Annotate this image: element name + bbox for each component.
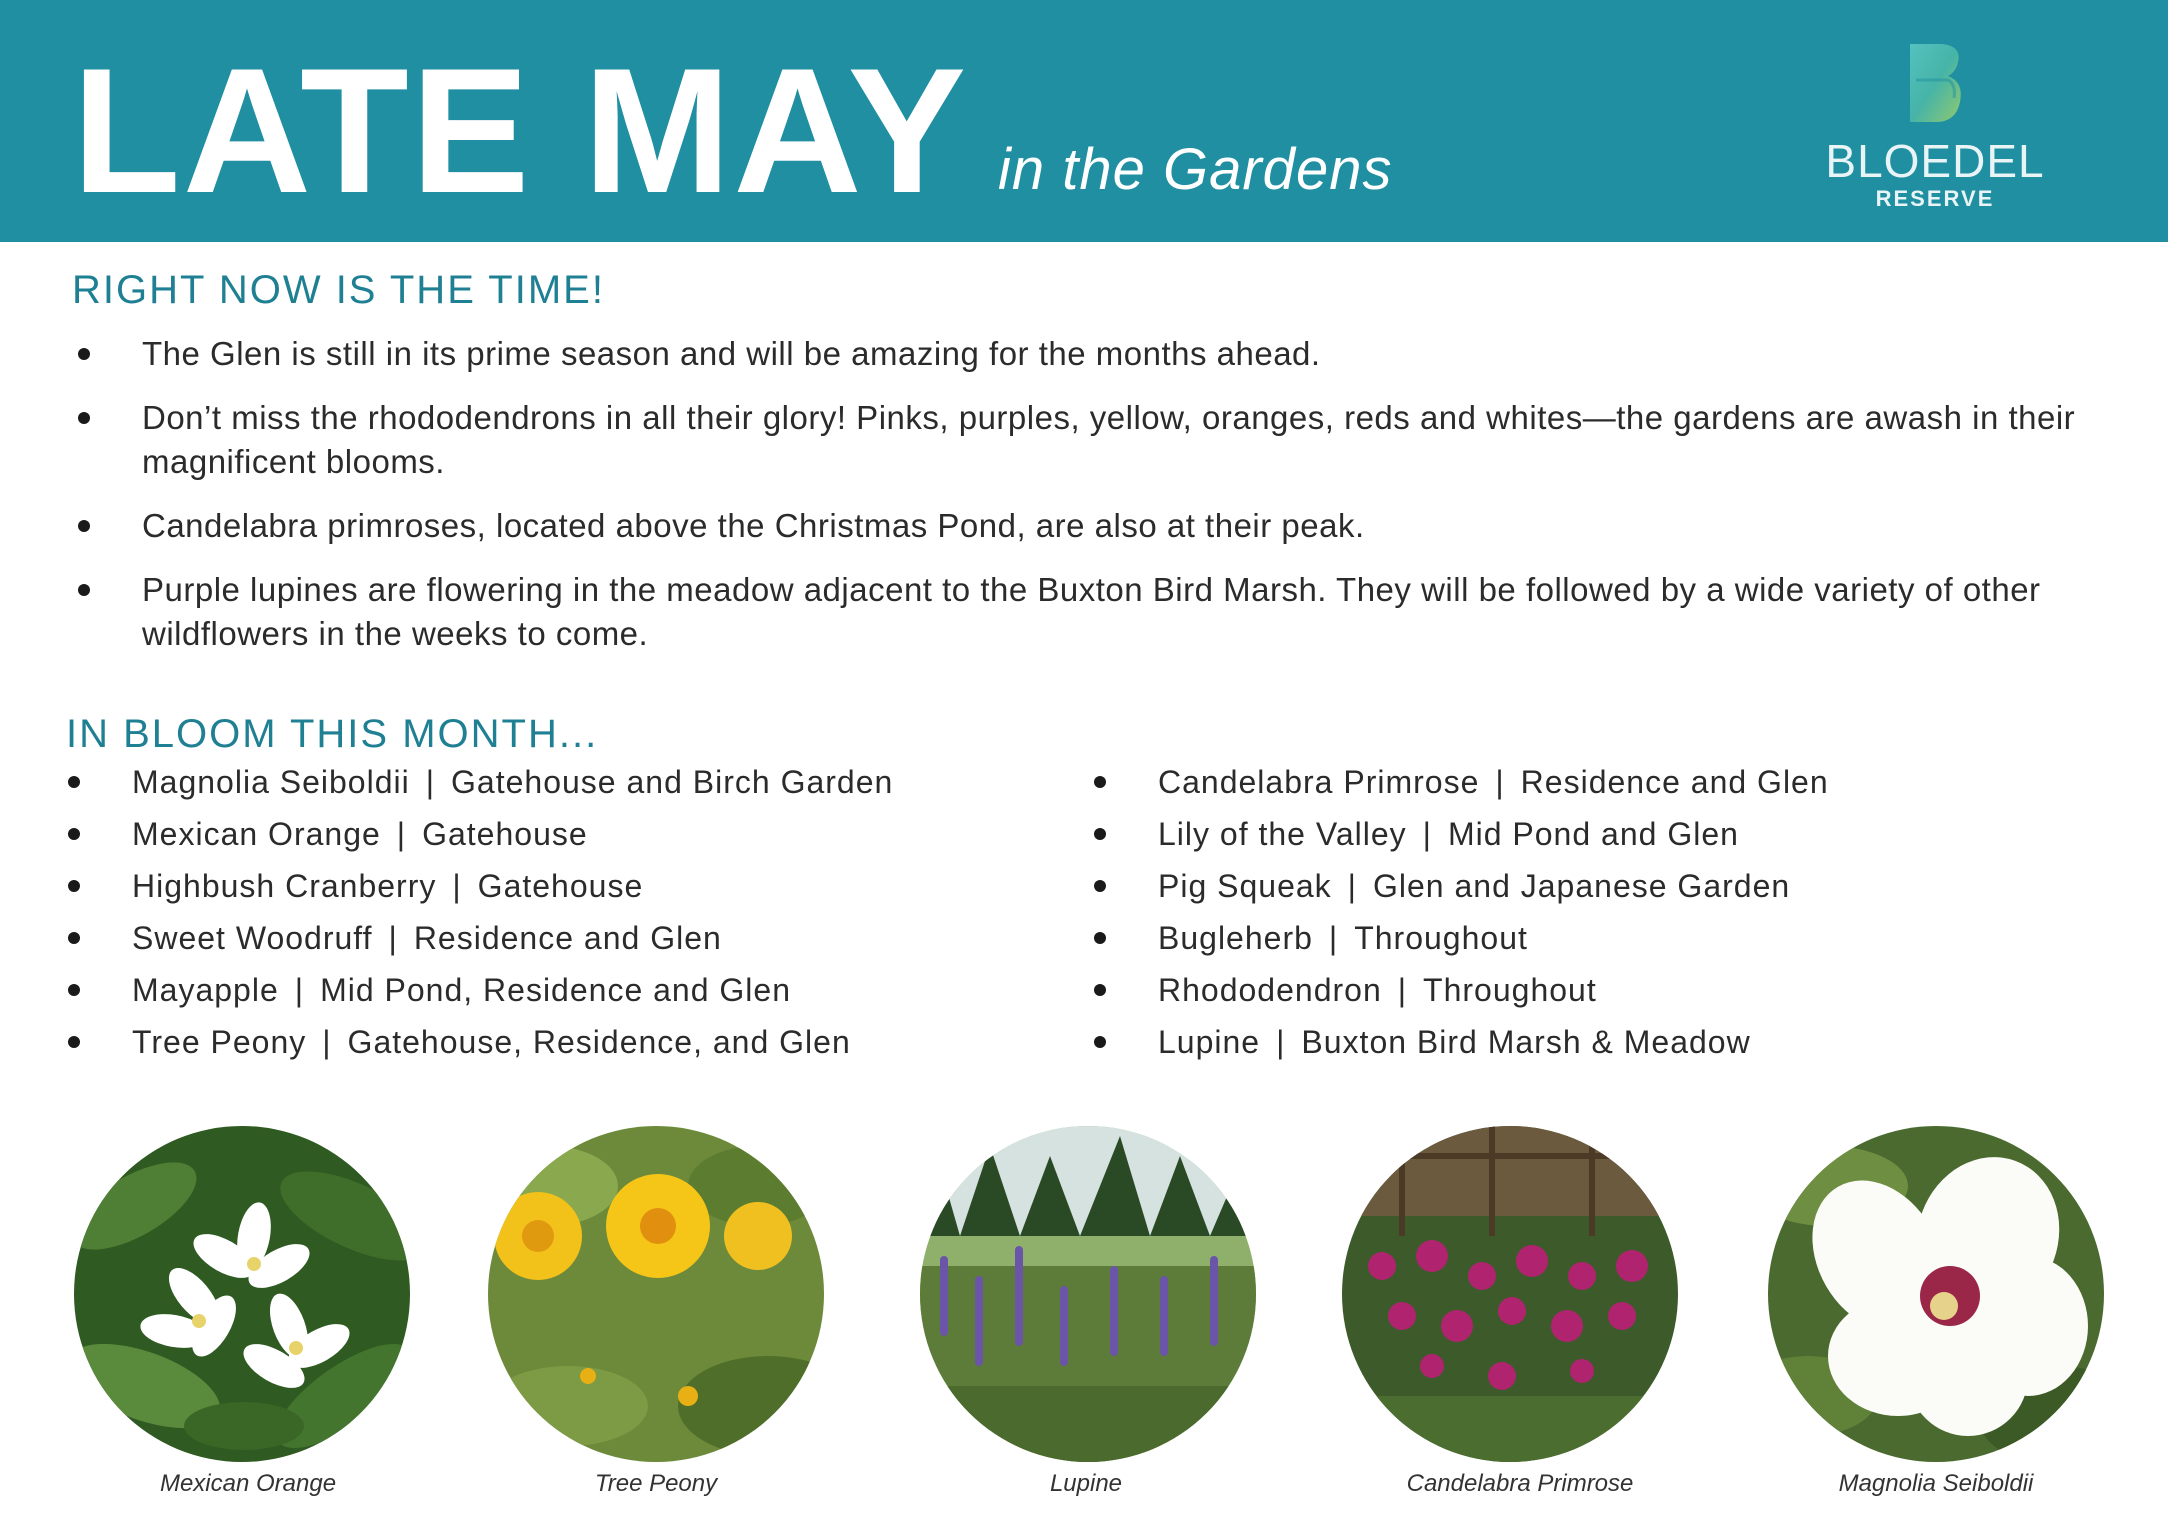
plant-name: Mexican Orange: [132, 816, 381, 852]
separator: |: [1495, 764, 1505, 800]
logo-name: BLOEDEL: [1825, 135, 2045, 187]
bullet-icon: [68, 932, 80, 944]
photo-tree-peony: [488, 1126, 824, 1462]
bloom-item: [68, 814, 893, 866]
plant-name: Mayapple: [132, 972, 279, 1008]
bullet-icon: [1094, 776, 1106, 788]
separator: |: [1276, 1024, 1286, 1060]
bullet-icon: [68, 1036, 80, 1048]
bloom-item: [1094, 866, 1829, 918]
list-item-text: The Glen is still in its prime season and will be amazing for the months ahead.: [142, 335, 1321, 372]
plant-location: Gatehouse and Birch Garden: [451, 764, 894, 800]
logo-mark-icon: [1908, 42, 1964, 124]
plant-location: Mid Pond and Glen: [1447, 816, 1739, 852]
list-item-text: Don’t miss the rhododendrons in all their glory! Pinks, purples, yellow, oranges, reds and whites—the gardens are awash in their magnificent blooms.: [142, 399, 2076, 480]
photo-caption: Candelabra Primrose: [1406, 1470, 1634, 1497]
mexican-orange-flower-icon: [74, 1126, 410, 1462]
plant-name: Bugleherb: [1158, 920, 1313, 956]
photo-caption: Magnolia Seiboldii: [1838, 1470, 2034, 1497]
separator: |: [1397, 972, 1408, 1008]
bullet-icon: [78, 520, 90, 532]
plant-name: Sweet Woodruff: [132, 920, 373, 956]
plant-location: Throughout: [1354, 920, 1528, 956]
photo-magnolia-seiboldii: [1768, 1126, 2104, 1462]
bullet-icon: [1094, 1036, 1106, 1048]
plant-location: Gatehouse, Residence, and Glen: [347, 1024, 851, 1060]
photo-mexican-orange: [74, 1126, 410, 1462]
bullet-icon: [1094, 984, 1106, 996]
bloom-item: [68, 918, 893, 970]
bloedel-logo: [1810, 38, 2060, 218]
bullet-icon: [68, 880, 80, 892]
bloom-item: [68, 1022, 893, 1074]
list-item-text: Candelabra primroses, located above the Christmas Pond, are also at their peak.: [142, 507, 1365, 544]
plant-location: Gatehouse: [477, 868, 644, 904]
bullet-icon: [78, 348, 90, 360]
bullet-icon: [68, 984, 80, 996]
photo-caption: Mexican Orange: [159, 1470, 337, 1497]
page-subtitle: in the Gardens: [998, 137, 1393, 202]
bullet-icon: [1094, 828, 1106, 840]
bullet-icon: [68, 828, 80, 840]
plant-name: Tree Peony: [132, 1024, 307, 1060]
list-item: [70, 568, 2100, 656]
separator: |: [294, 972, 305, 1008]
logo-subtitle: RESERVE: [1875, 186, 1995, 211]
plant-location: Glen and Japanese Garden: [1372, 868, 1791, 904]
plant-name: Lupine: [1158, 1024, 1261, 1060]
separator: |: [388, 920, 398, 956]
photo-candelabra-primrose: [1342, 1126, 1678, 1462]
plant-location: Throughout: [1423, 972, 1597, 1008]
candelabra-primrose-flower-icon: [1342, 1126, 1678, 1462]
bloom-item: [1094, 1022, 1829, 1074]
bloom-item: [68, 970, 893, 1022]
separator: |: [1328, 920, 1339, 956]
plant-location: Gatehouse: [422, 816, 588, 852]
separator: |: [1422, 816, 1432, 852]
in-bloom-heading: IN BLOOM THIS MONTH...: [66, 712, 599, 756]
bullet-icon: [1094, 880, 1106, 892]
bloom-item: [1094, 762, 1829, 814]
page-title: LATE MAY: [72, 31, 969, 230]
plant-location: Buxton Bird Marsh & Meadow: [1301, 1024, 1751, 1060]
header-banner: [0, 0, 2168, 242]
plant-location: Residence and Glen: [1520, 764, 1829, 800]
photo-caption: Lupine: [1049, 1470, 1123, 1497]
bloom-list-right: [1094, 762, 1829, 1074]
bullet-icon: [78, 584, 90, 596]
list-item: [70, 504, 2100, 548]
bullet-icon: [68, 776, 80, 788]
plant-name: Highbush Cranberry: [132, 868, 437, 904]
plant-location: Residence and Glen: [413, 920, 722, 956]
lupine-meadow-icon: [920, 1126, 1256, 1462]
list-item: [70, 332, 2100, 376]
photo-caption: Tree Peony: [594, 1470, 718, 1497]
plant-name: Rhododendron: [1158, 972, 1382, 1008]
bullet-icon: [78, 412, 90, 424]
magnolia-flower-icon: [1768, 1126, 2104, 1462]
separator: |: [322, 1024, 332, 1060]
bloom-item: [68, 762, 893, 814]
bloom-list-left: [68, 762, 893, 1074]
bullet-icon: [1094, 932, 1106, 944]
tree-peony-flower-icon: [488, 1126, 824, 1462]
separator: |: [1347, 868, 1357, 904]
separator: |: [452, 868, 462, 904]
plant-name: Magnolia Seiboldii: [132, 764, 410, 800]
photo-lupine: [920, 1126, 1256, 1462]
plant-location: Mid Pond, Residence and Glen: [320, 972, 791, 1008]
separator: |: [425, 764, 436, 800]
list-item-text: Purple lupines are flowering in the meadow adjacent to the Buxton Bird Marsh. They will be followed by a wide variety of other wildflowers in the weeks to come.: [142, 571, 2041, 652]
bloom-item: [1094, 814, 1829, 866]
bloom-item: [68, 866, 893, 918]
plant-name: Lily of the Valley: [1158, 816, 1407, 852]
plant-name: Candelabra Primrose: [1158, 764, 1480, 800]
bloom-item: [1094, 970, 1829, 1022]
list-item: [70, 396, 2100, 484]
separator: |: [396, 816, 407, 852]
plant-name: Pig Squeak: [1158, 868, 1332, 904]
bloom-item: [1094, 918, 1829, 970]
right-now-list: [70, 332, 2100, 676]
right-now-heading: RIGHT NOW IS THE TIME!: [72, 268, 605, 312]
